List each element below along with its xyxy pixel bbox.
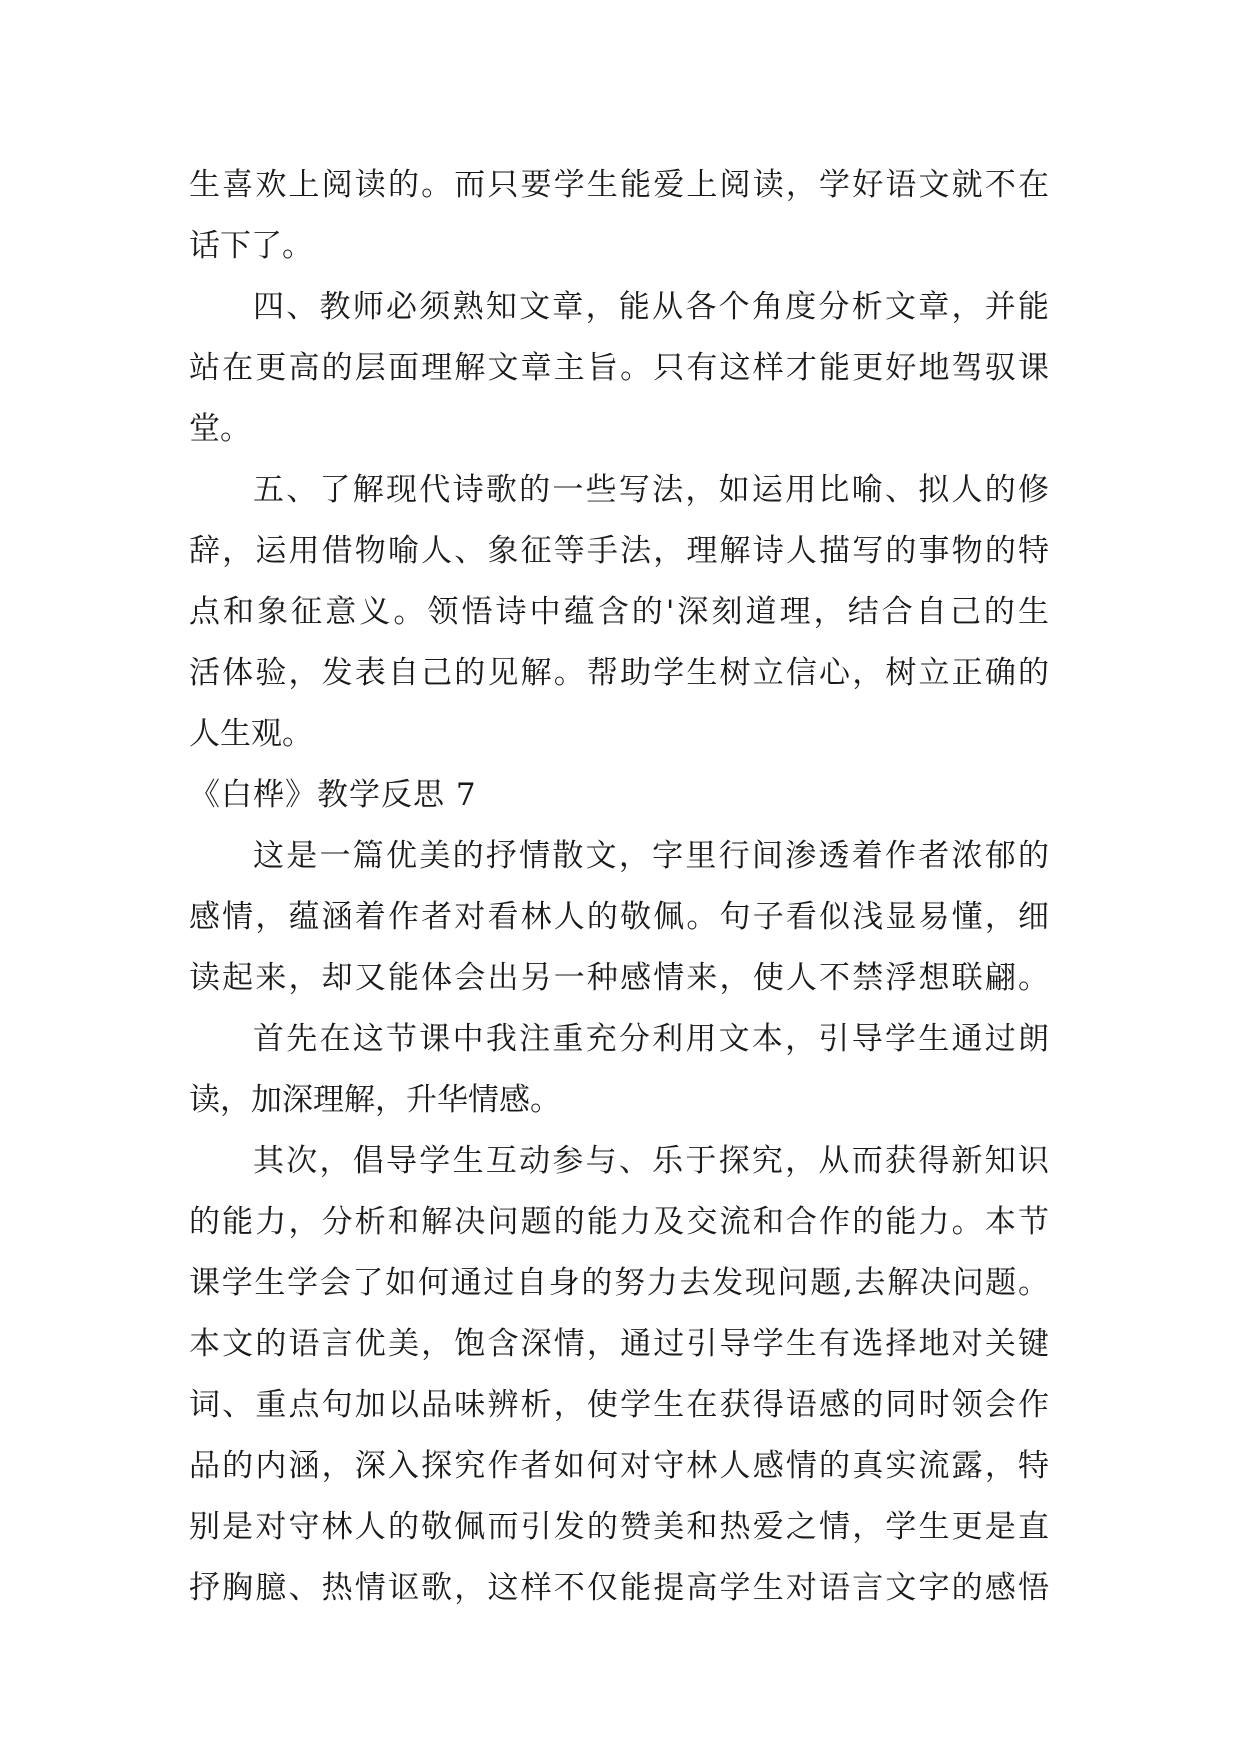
text-line: 首先在这节课中我注重充分利用文本，引导学生通过朗	[253, 1021, 1049, 1057]
text-line: 这是一篇优美的抒情散文，字里行间渗透着作者浓郁的	[253, 838, 1049, 874]
text-line: 读起来，却又能体会出另一种感情来，使人不禁浮想联翩。	[189, 960, 1049, 996]
text-line: 四、教师必须熟知文章，能从各个角度分析文章，并能	[253, 289, 1049, 325]
text-line: 感情，蕴涵着作者对看林人的敬佩。句子看似浅显易懂，细	[189, 899, 1049, 935]
text-line: 课学生学会了如何通过自身的努力去发现问题,去解决问题。	[189, 1265, 1049, 1301]
text-line: 话下了。	[189, 228, 313, 264]
text-line: 辞，运用借物喻人、象征等手法，理解诗人描写的事物的特	[189, 533, 1049, 569]
text-line: 活体验，发表自己的见解。帮助学生树立信心，树立正确的	[189, 655, 1049, 691]
text-line: 别是对守林人的敬佩而引发的赞美和热爱之情，学生更是直	[189, 1509, 1049, 1545]
text-line: 品的内涵，深入探究作者如何对守林人感情的真实流露，特	[189, 1448, 1049, 1484]
text-line: 人生观。	[189, 716, 313, 752]
text-line: 生喜欢上阅读的。而只要学生能爱上阅读，学好语文就不在	[189, 167, 1049, 203]
text-line: 本文的语言优美，饱含深情，通过引导学生有选择地对关键	[189, 1326, 1049, 1362]
text-line: 五、了解现代诗歌的一些写法，如运用比喻、拟人的修	[253, 472, 1049, 508]
text-line: 堂。	[189, 411, 251, 447]
text-line: 的能力，分析和解决问题的能力及交流和合作的能力。本节	[189, 1204, 1049, 1240]
text-line: 站在更高的层面理解文章主旨。只有这样才能更好地驾驭课	[189, 350, 1049, 386]
text-line: 读，加深理解，升华情感。	[189, 1082, 561, 1118]
text-line: 抒胸臆、热情讴歌，这样不仅能提高学生对语言文字的感悟	[189, 1570, 1049, 1606]
text-line: 点和象征意义。领悟诗中蕴含的'深刻道理，结合自己的生	[189, 594, 1049, 630]
text-line: 词、重点句加以品味辨析，使学生在获得语感的同时领会作	[189, 1387, 1049, 1423]
text-line: 其次，倡导学生互动参与、乐于探究，从而获得新知识	[253, 1143, 1049, 1179]
document-body	[189, 155, 1049, 1619]
section-heading: 《白桦》教学反思 7	[189, 777, 477, 813]
